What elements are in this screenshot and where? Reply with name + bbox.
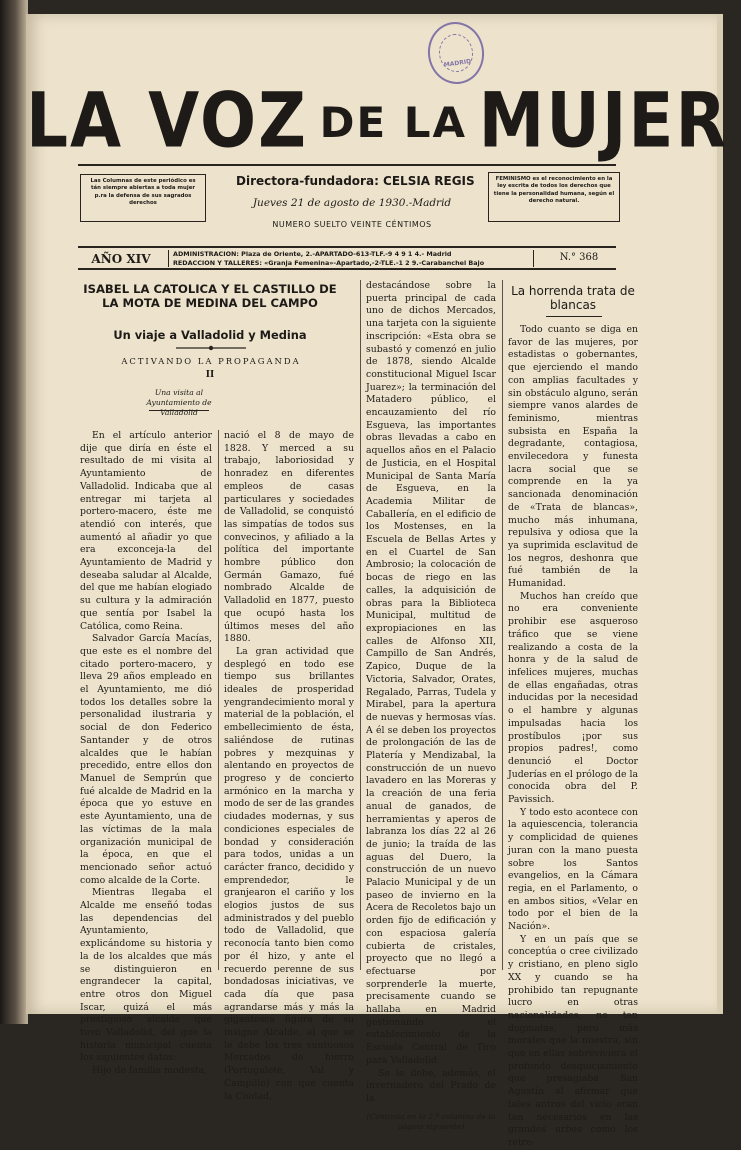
paragraph: Hijo de familia modesta, [92, 1065, 208, 1077]
year-label: AÑO XIV [91, 252, 151, 266]
administration-info [168, 250, 534, 267]
paragraph: Y en un país que se conceptúa o cree civilizado y cristiano, en pleno siglo XX y cuando se ha prohibido tan repugnante lucro en otras nacionalidades, no tan dogmatas, pero más morales que la nuestra, sin que en ellas sobreviviera el profundo desquiciamiento que presagiaba San Agustín al afirmar que tales antros del vicio eran tan necesarios en las grandes urbes como los retre- [508, 933, 638, 1148]
paragraph: Salvador García Macías, que este es el nombre del citado portero-macero, y lleva 29 años empleado en el Ayuntamiento, me dió todos los detalles sobre la personalidad ilustraria y social de don Federico Santander y de otros alcaldes que le habían precedido, entre ellos don Manuel de Semprún que fué alcalde de Madrid en la época que yo estuve en este Ayuntamiento, una de las víctimas de la mala organización municipal de la época, en que el mencionado señor actuó como alcalde de la Corte. [80, 633, 212, 886]
column-divider [360, 280, 361, 970]
continuation-note: (Continúa en la 2.ª columna de la página siguiente) [366, 1111, 496, 1131]
admin-line-2: REDACCION Y TALLERES: «Granja Femenina»-Apartado,-2-TLE.-1 2 9.-Carabanchel Bajo [173, 258, 485, 267]
article-1-section-title: Una visita al Ayuntamiento de Valladolid [146, 388, 212, 417]
masthead-rule [78, 164, 616, 166]
paragraph: Todo cuanto se diga en favor de las mujeres, por estadistas o gobernantes, que ejerciendo el mando con amplias facultades y sin obstáculo alguno, serán siempre vanos alardes de feminismo, mientras subsista en España la degradante, contagiosa, envilecedora y funesta lacra social que se comprende en la ya sancionada denominación de «Trata de blancas», mucho más inhumana, repulsiva y odiosa que la ya suprimida esclavitud de los negros, deshonra que fué también de la Humanidad. [508, 324, 638, 590]
article-1-kicker: ACTIVANDO LA PROPAGANDA [121, 356, 301, 366]
paragraph: nació el 8 de mayo de 1828. Y merced a su trabajo, laboriosidad y honradez en diferentes empleos de casas particulares y sociedades de Valladolid, se conquistó las simpatías de todos sus convecinos, y afiliado a la política del importante hombre público don Germán Gamazo, fué nombrado Alcalde de Valladolid en 1877, puesto que ocupó hasta los últimos meses del año 1880. [224, 430, 354, 645]
column-divider [502, 280, 503, 970]
column-divider [218, 430, 219, 970]
columns-open-box: Las Columnas de este periódico es tán siempre abiertas a toda mujer p.ra la defensa de sus sagrados derechos [80, 174, 206, 222]
article-1-part: II [205, 370, 215, 380]
masthead-word-3: MUJER [478, 76, 729, 165]
paragraph: La gran actividad que desplegó en todo ese tiempo sus brillantes ideales de prosperidad yengrandecimiento moral y material de la población, el embellecimiento de ésta, saliéndose de rutinas pobres y mezquinas y alentando en proyectos de progreso y de concierto armónico en la marcha y modo de ser de las grandes ciudades modernas, y sus condiciones especiales de bondad y consideración para todos, unidas a un carácter franco, decidido y emprendedor, le granjearon el cariño y los elogios justos de sus administrados y del pueblo todo de Valladolid, que reconocía tanto bien como por él hizo, y ante el recuerdo perenne de sus bondadosas iniciativas, ve cada día que pasa agrandarse más y más la gigantesca figura de su insigne Alcalde, al que se le debe los tres suntuosos Mercados de hierro (Portugalete, Val y Campillo) con que cuenta la Ciudad, [224, 645, 354, 1102]
article-1-column-1 [80, 430, 212, 1078]
article-1-headline: ISABEL LA CATOLICA Y EL CASTILLO DE LA MOTA DE MEDINA DEL CAMPO [83, 282, 337, 310]
paragraph: Mientras llegaba el Alcalde me enseñó todas las dependencias del Ayuntamiento, explicándome su historia y la de los alcaldes que más se distinguieron en engrandecer la capital, entre otros don Miguel Iscar, quizá el más prestigioso alcalde que tuvo Valladolid, del que la historia municipal cuenta los siguientes datos: [80, 887, 212, 1064]
masthead-word-1: LA VOZ [26, 76, 308, 165]
book-binding [0, 0, 28, 1024]
article-1-column-2 [224, 430, 354, 1103]
director-line: Directora-fundadora: CELSIA REGIS [236, 174, 475, 188]
article-2-column [508, 324, 638, 1150]
paragraph: Y todo esto acontece con la aquiescencia, tolerancia y complicidad de quienes juran con la mano puesta sobre los Santos evangelios, en la Cámara regia, en el Parlamento, o en ambos sitios, «Velar en todo por el bien de la Nación». [508, 806, 638, 933]
article-1-subhead: Un viaje a Valladolid y Medina [113, 328, 307, 342]
masthead [26, 76, 729, 168]
headline-underline [546, 316, 602, 317]
section-underline [149, 410, 209, 411]
article-2-headline: La horrenda trata de blancas [511, 284, 635, 312]
price-line: NUMERO SUELTO VEINTE CÉNTIMOS [272, 220, 432, 229]
paragraph: Se le debe, además, el invernadero del Prado de la [366, 1067, 496, 1104]
subhead-ornament [176, 345, 246, 351]
dateline: Jueves 21 de agosto de 1930.-Madrid [252, 197, 452, 209]
article-1-column-3 [366, 280, 496, 1132]
issue-number: N.° 368 [559, 252, 599, 263]
paragraph: destacándose sobre la puerta principal de cada uno de dichos Mercados, una tarjeta con la siguiente inscripción: «Esta obra se subastó y comenzó en julio de 1878, siendo Alcalde constitucional Miguel Iscar Juarez»; la terminación del Matadero público, el encauzamiento del río Esgueva, las importantes obras llevadas a cabo en aquellos años en el Palacio de Justicia, en el Hospital Municipal de Santa María de Esgueva, en la Academia Militar de Caballería, en el edificio de los Mostenses, en la Escuela de Bellas Artes y en el Cuartel de San Ambrosio; la colocación de bocas de riego en las calles, la adquisición de obras para la Biblioteca Municipal, multitud de expropiaciones en las calles de Alfonso XII, Campillo de San Andrés, Zapico, Duque de la Victoria, Salvador, Orates, Regalado, Parras, Tudela y Mirabel, para la apertura de nuevas y hermosas vías. A él se deben los proyectos de prolongación de las de Platería y Mendizabal, la construcción de un nuevo lavadero en las Moreras y la creación de una feria anual de ganados, de herramientas y aperos de labranza los días 22 al 26 de junio; la traída de las aguas del Duero, la construcción de un nuevo Palacio Municipal y de un paseo de invierno en la Acera de Recoletos bajo un orden fijo de edificación y con espaciosa galería cubierta de cristales, proyecto que no llegó a efectuarse por sorprenderle la muerte, precisamente cuando se hallaba en Madrid gestionando el establecimiento de la Escuela Central de Tiro para Valladolid. [366, 280, 496, 1066]
paragraph: En el artículo anterior dije que diría en éste el resultado de mi visita al Ayuntamiento de Valladolid. Indicaba que al entregar mi tarjeta al portero-macero, éste me atendió con interés, que aumentó al añadir yo que era exconceja-la del Ayuntamiento de Madrid y deseaba saludar al Alcalde, del que me habían elogiado su cultura y la admiración que sentía por Isabel la Católica, como Reina. [80, 430, 212, 632]
newspaper-page [26, 14, 729, 1148]
paragraph: Muchos han creído que no era conveniente prohibir ese asqueroso tráfico que se viene realizando a costa de la honra y de la salud de infelices mujeres, muchas de ellas engañadas, otras inducidas por la necesidad o el hambre y algunas impulsadas hacia los prostíbulos ¡por sus propios padres!, como denunció el Doctor Juderías en el prólogo de la conocida obra del P. Pavissich. [508, 590, 638, 806]
admin-line-1: ADMINISTRACION: Plaza de Oriente, 2.-APARTADO-613-TLF.-9 4 9 1 4.- Madrid [173, 250, 452, 258]
issue-info-bar [78, 246, 616, 270]
feminism-definition-box: FEMINISMO es el reconocimiento en la ley escrita de todos los derechos que tiene la personalidad humana, según el derecho natural. [488, 172, 620, 222]
stamp-text: MADRID [437, 32, 476, 74]
masthead-word-2: DE LA [319, 98, 468, 147]
